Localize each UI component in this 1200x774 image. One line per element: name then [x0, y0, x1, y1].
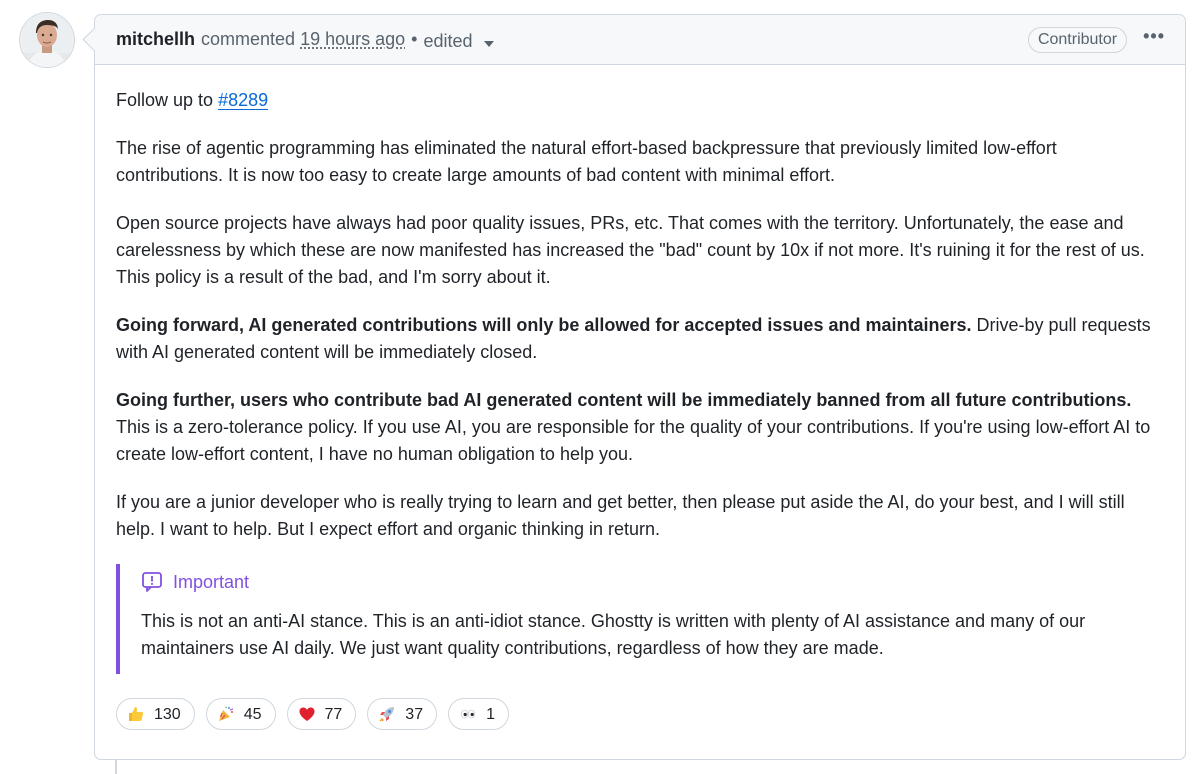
paragraph-6: If you are a junior developer who is really trying to learn and get better, then please put aside the AI, do your best, and I will still help. I want to help. But I expect effort and organic thinking in return. [116, 492, 1125, 539]
thumbs-up-icon [127, 705, 145, 723]
reaction-count: 45 [243, 705, 262, 723]
followup-text: Follow up to [116, 90, 219, 110]
paragraph-5-bold: Going further, users who contribute bad AI generated content will be immediately banned from all future contributions. [116, 390, 1132, 410]
eyes-icon [459, 705, 477, 723]
avatar[interactable] [20, 13, 74, 67]
rocket-icon [378, 705, 396, 723]
reaction-thumbs-up[interactable] [116, 698, 195, 730]
reaction-count: 130 [154, 705, 181, 723]
party-popper-icon [217, 705, 235, 723]
reaction-count: 77 [324, 705, 343, 723]
reaction-hooray[interactable] [206, 698, 276, 730]
reaction-heart[interactable] [287, 698, 357, 730]
author-link[interactable]: mitchellh [116, 29, 196, 49]
report-icon [141, 571, 163, 593]
paragraph-4-bold: Going forward, AI generated contributions will only be allowed for accepted issues and maintainers. [116, 315, 972, 335]
separator-dot: • [411, 29, 418, 49]
edited-dropdown[interactable] [423, 28, 493, 52]
alert-text: This is not an anti-AI stance. This is an anti-idiot stance. Ghostty is written with plenty of AI assistance and many of our maintainers use AI daily. We just want quality contributions, regardless of how they are made. [141, 611, 1086, 658]
comment-body [95, 65, 1185, 730]
important-alert [116, 564, 1164, 674]
heart-icon [298, 705, 316, 723]
timeline-line [115, 760, 117, 774]
reaction-eyes[interactable] [448, 698, 509, 730]
contributor-badge: Contributor [1028, 27, 1127, 53]
paragraph-3: Open source projects have always had poor quality issues, PRs, etc. That comes with the territory. Unfortunately, the ease and carelessness by which these are now manifested has increased the "bad" count by 10x if not more. It's ruining it for the rest of us. This policy is a result of the bad, and I'm sorry about it. [116, 213, 1145, 287]
paragraph-2: The rise of agentic programming has eliminated the natural effort-based backpressure that previously limited low-effort contributions. It is now too easy to create large amounts of bad content with minimal effort. [116, 138, 1057, 185]
issue-link[interactable]: #8289 [218, 90, 269, 110]
alert-title [141, 564, 1164, 596]
paragraph-5-rest: This is a zero-tolerance policy. If you use AI, you are responsible for the quality of your contributions. If you're using low-effort AI to create low-effort content, I have no human obligation to help you. [116, 417, 1151, 464]
comment-header [95, 15, 1185, 65]
chevron-down-icon [484, 31, 494, 52]
reactions-bar [116, 698, 1164, 730]
action-text: commented [201, 29, 296, 49]
comment-box [94, 14, 1186, 760]
timestamp-link[interactable]: 19 hours ago [300, 29, 406, 49]
reaction-rocket[interactable] [367, 698, 437, 730]
paragraph-4 [116, 312, 1164, 366]
paragraph-4-rest: Drive-by pull requests with AI generated content will be immediately closed. [116, 315, 1151, 362]
reaction-count: 37 [405, 705, 424, 723]
edited-label: edited [423, 30, 473, 51]
paragraph-followup [116, 87, 1164, 114]
paragraph-5 [116, 387, 1164, 468]
reaction-count: 1 [486, 705, 495, 723]
alert-title-text: Important [173, 571, 250, 592]
kebab-menu-icon[interactable]: ••• [1143, 25, 1165, 46]
